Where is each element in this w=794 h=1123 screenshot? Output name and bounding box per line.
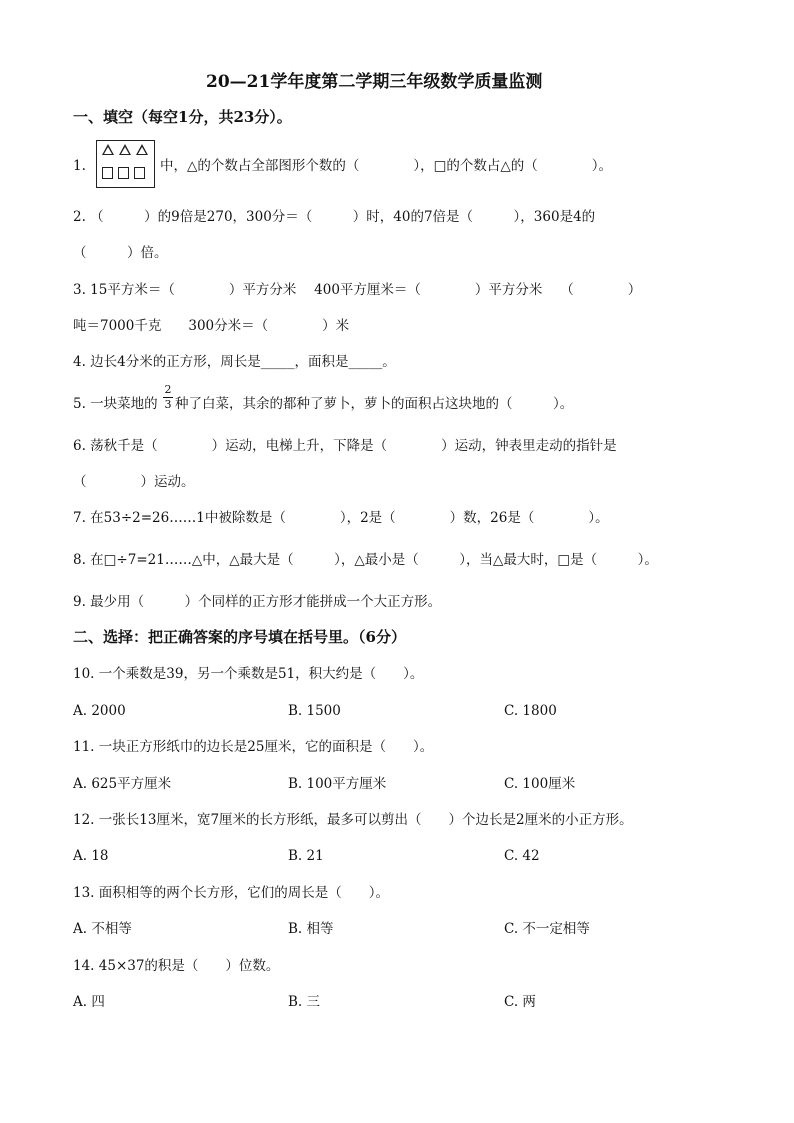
q13-option-c: C. 不一定相等 [504, 921, 590, 937]
q10-option-a: A. 2000 [73, 703, 126, 719]
q14-option-b: B. 三 [288, 994, 321, 1010]
q12-option-a: A. 18 [73, 848, 109, 864]
q10-text: 10. 一个乘数是39，另一个乘数是51，积大约是（ ）。 [73, 666, 424, 682]
section-2-heading: 二、选择：把正确答案的序号填在括号里。（6分） [73, 628, 406, 646]
q3-line1: 3. 15平方米＝（ ）平方分米 400平方厘米＝（ ）平方分米 （ ） [73, 282, 642, 298]
shapes-figure [96, 140, 155, 188]
q14-option-c: C. 两 [504, 994, 536, 1010]
q1-text: 中，△的个数占全部图形个数的（ ），□的个数占△的（ ）。 [160, 158, 613, 174]
q3-line2: 吨＝7000千克 300分米＝（ ）米 [73, 318, 350, 334]
q7-text: 7. 在53÷2=26……1中被除数是（ ），2是（ ）数，26是（ ）。 [73, 510, 609, 526]
fraction-numerator: 2 [164, 383, 172, 396]
q11-option-b: B. 100平方厘米 [288, 776, 387, 792]
fraction-two-thirds [163, 384, 173, 411]
q11-option-c: C. 100厘米 [504, 776, 576, 792]
q8-text: 8. 在□÷7=21……△中，△最大是（ ），△最小是（ ），当△最大时，□是（ ）。 [73, 552, 658, 568]
q2-line2: （ ）倍。 [73, 245, 168, 261]
triangle-icon [102, 144, 114, 155]
q4-text: 4. 边长4分米的正方形，周长是_____，面积是_____。 [73, 354, 396, 370]
q10-option-b: B. 1500 [288, 703, 341, 719]
q10-option-c: C. 1800 [504, 703, 557, 719]
square-icon [102, 167, 113, 179]
q14-text: 14. 45×37的积是（ ）位数。 [73, 958, 280, 974]
q12-option-b: B. 21 [288, 848, 324, 864]
q2-line1: 2. （ ）的9倍是270，300分＝（ ）时，40的7倍是（ ），360是4的 [73, 209, 596, 225]
q13-option-b: B. 相等 [288, 921, 334, 937]
q12-text: 12. 一张长13厘米，宽7厘米的长方形纸，最多可以剪出（ ）个边长是2厘米的小正方形。 [73, 812, 633, 828]
q6-line2: （ ）运动。 [73, 474, 195, 490]
q12-option-c: C. 42 [504, 848, 540, 864]
q11-text: 11. 一块正方形纸巾的边长是25厘米，它的面积是（ ）。 [73, 739, 434, 755]
q13-option-a: A. 不相等 [73, 921, 132, 937]
q5-before: 5. 一块菜地的 [73, 396, 158, 412]
square-icon [134, 167, 145, 179]
fraction-denominator: 3 [164, 398, 172, 411]
q9-text: 9. 最少用（ ）个同样的正方形才能拼成一个大正方形。 [73, 594, 442, 610]
q6-line1: 6. 荡秋千是（ ）运动，电梯上升，下降是（ ）运动，钟表里走动的指针是 [73, 438, 617, 454]
q1-number: 1. [73, 158, 86, 174]
q5-after: 种了白菜，其余的都种了萝卜，萝卜的面积占这块地的（ ）。 [175, 396, 574, 412]
triangle-icon [119, 144, 131, 155]
page-title: 20—21学年度第二学期三年级数学质量监测 [206, 72, 543, 92]
section-1-heading: 一、填空（每空1分，共23分）。 [73, 108, 292, 126]
square-icon [118, 167, 129, 179]
q14-option-a: A. 四 [73, 994, 105, 1010]
q13-text: 13. 面积相等的两个长方形，它们的周长是（ ）。 [73, 885, 390, 901]
triangle-icon [136, 144, 148, 155]
q11-option-a: A. 625平方厘米 [73, 776, 172, 792]
